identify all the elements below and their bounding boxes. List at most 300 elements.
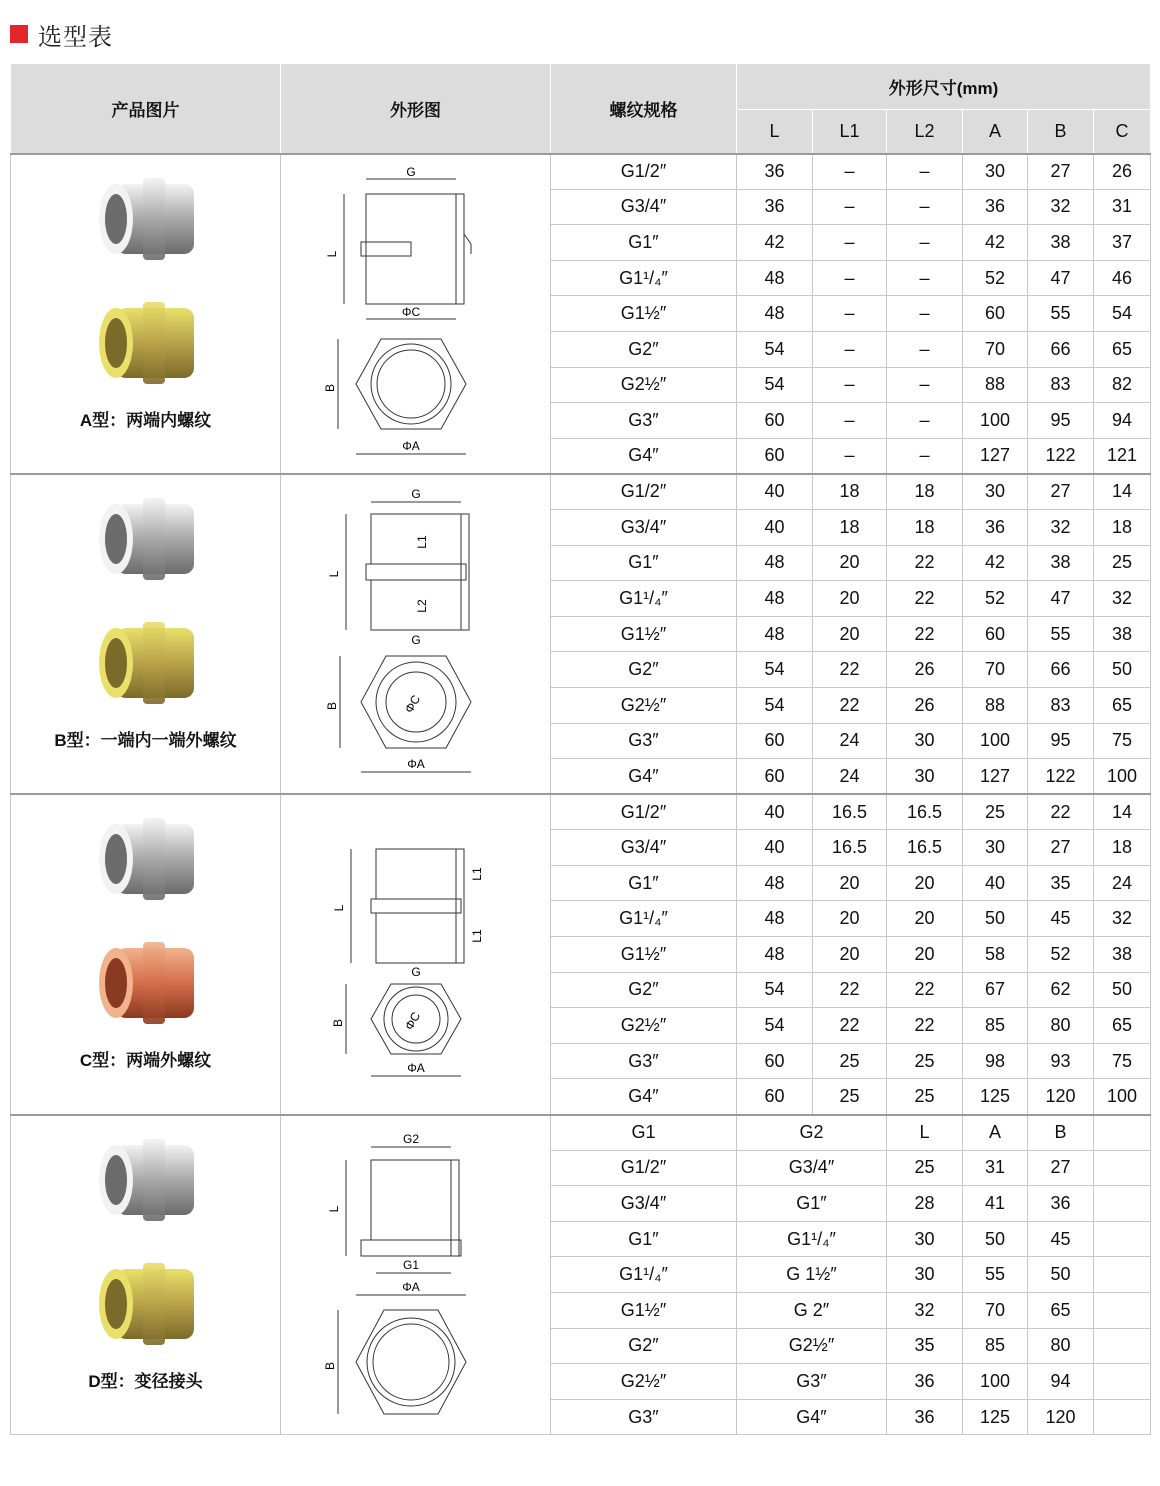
thread-spec-cell: G1″ [551,545,737,581]
dim-cell: 18 [813,509,887,545]
dim-cell: 100 [963,1364,1028,1400]
svg-text:G: G [410,965,421,980]
dim-cell: 36 [963,189,1028,225]
header-dim-l: L [737,110,813,154]
dim-cell: – [813,403,887,439]
dim-cell: 88 [963,367,1028,403]
dim-cell: – [813,225,887,261]
dim-cell: 100 [963,723,1028,759]
dim-cell: 85 [963,1008,1028,1044]
dim-cell: 22 [887,1008,963,1044]
dim-cell: – [813,331,887,367]
dim-cell: 42 [737,225,813,261]
dim-cell: 100 [963,403,1028,439]
dim-cell: 30 [887,1221,963,1257]
dim-cell: 54 [1094,296,1151,332]
thread-spec-cell: G1/2″ [551,794,737,830]
svg-text:B: B [322,383,337,392]
dim-cell: 36 [737,189,813,225]
outline-diagram-b [316,484,516,784]
product-photo-silver-icon [71,484,221,594]
dim-cell: 45 [1028,901,1094,937]
svg-text:B: B [322,1361,337,1370]
dim-cell: 27 [1028,474,1094,510]
page-title: 选型表 [38,23,113,51]
thread-spec-cell: G1/2″ [551,154,737,190]
dim-cell: 35 [887,1328,963,1364]
dim-cell: 16.5 [813,794,887,830]
outline-cell-c [281,794,551,1114]
dim-cell: 60 [963,296,1028,332]
product-photo-gold-icon [71,608,221,718]
dim-cell: – [887,154,963,190]
thread-spec-cell: G1½″ [551,296,737,332]
dim-cell: 65 [1094,687,1151,723]
dim-cell: 38 [1028,225,1094,261]
dim-cell: 32 [1094,901,1151,937]
dim-cell: 54 [737,972,813,1008]
sub-header-cell: L [887,1115,963,1151]
dim-cell: 50 [1094,972,1151,1008]
type-caption: A型：两端内螺纹 [79,410,212,430]
dim-cell: – [813,260,887,296]
dim-cell: 35 [1028,865,1094,901]
dim-cell: 36 [887,1364,963,1400]
dim-cell: 20 [813,937,887,973]
dim-cell: 48 [737,296,813,332]
dim-cell: 52 [963,581,1028,617]
dim-cell: – [813,367,887,403]
dim-cell: 52 [1028,937,1094,973]
dim-cell: 27 [1028,1150,1094,1186]
thread-spec-cell: G1/2″ [551,1150,737,1186]
empty-cell [1094,1186,1151,1222]
dim-cell: 40 [963,865,1028,901]
table-row [11,154,1151,190]
dim-cell: 125 [963,1399,1028,1435]
dim-cell: 40 [737,474,813,510]
dim-cell: 54 [737,331,813,367]
dim-cell: – [813,154,887,190]
dim-cell: – [813,296,887,332]
dim-cell: 48 [737,937,813,973]
dim-cell: 48 [737,865,813,901]
dim-cell: 50 [963,901,1028,937]
svg-text:L: L [324,250,339,258]
sub-header-cell: G2 [737,1115,887,1151]
dim-cell: 24 [813,723,887,759]
thread-spec-cell: G4″ [551,438,737,474]
sub-header-cell: G1 [551,1115,737,1151]
product-photo-copper-icon [71,928,221,1038]
dim-cell: 16.5 [887,794,963,830]
dim-cell: 45 [1028,1221,1094,1257]
dim-cell: 26 [887,687,963,723]
dim-cell: 38 [1094,616,1151,652]
dim-cell: 36 [887,1399,963,1435]
svg-text:G: G [410,633,421,648]
dim-cell: 25 [963,794,1028,830]
dim-cell: 16.5 [887,830,963,866]
dim-cell: 94 [1094,403,1151,439]
thread-spec-cell: G1¹/₄″ [551,260,737,296]
section-title [10,16,113,52]
outline-cell-a [281,154,551,474]
svg-text:ΦA: ΦA [406,757,425,772]
dim-cell: G3″ [737,1364,887,1400]
product-image-cell-d [11,1115,281,1435]
dim-cell: 100 [1094,759,1151,795]
thread-spec-cell: G2½″ [551,1008,737,1044]
dim-cell: 66 [1028,331,1094,367]
dim-cell: 65 [1028,1293,1094,1329]
svg-text:L2: L2 [414,599,429,613]
dim-cell: 54 [737,687,813,723]
header-dim-l1: L1 [813,110,887,154]
dim-cell: 25 [887,1043,963,1079]
dim-cell: 28 [887,1186,963,1222]
dim-cell: 25 [813,1043,887,1079]
thread-spec-cell: G2½″ [551,1364,737,1400]
table-row [11,1115,1151,1151]
svg-text:L: L [326,1205,341,1213]
product-image-cell-a [11,154,281,474]
dim-cell: 70 [963,1293,1028,1329]
thread-spec-cell: G1¹/₄″ [551,1257,737,1293]
dim-cell: 20 [813,581,887,617]
dim-cell: 88 [963,687,1028,723]
sub-header-cell: B [1028,1115,1094,1151]
sub-header-cell: A [963,1115,1028,1151]
dim-cell: 98 [963,1043,1028,1079]
svg-text:G: G [410,487,421,502]
empty-cell [1094,1364,1151,1400]
product-image-cell-c [11,794,281,1114]
dim-cell: 40 [737,509,813,545]
dim-cell: 27 [1028,154,1094,190]
thread-spec-cell: G2″ [551,972,737,1008]
svg-text:ΦA: ΦA [401,1279,420,1294]
outline-diagram-d [316,1125,516,1425]
dim-cell: 60 [737,1079,813,1115]
dim-cell: 30 [887,759,963,795]
dim-cell: 62 [1028,972,1094,1008]
dim-cell: 30 [963,474,1028,510]
dim-cell: 24 [813,759,887,795]
dim-cell: 60 [737,1043,813,1079]
dim-cell: 32 [887,1293,963,1329]
outline-diagram-c [316,804,516,1104]
dim-cell: 52 [963,260,1028,296]
dim-cell: 48 [737,581,813,617]
dim-cell: – [887,367,963,403]
type-caption: B型：一端内一端外螺纹 [54,730,237,750]
empty-cell [1094,1150,1151,1186]
dim-cell: 120 [1028,1079,1094,1115]
dim-cell: 32 [1094,581,1151,617]
header-dim-b: B [1028,110,1094,154]
svg-text:ΦA: ΦA [406,1061,425,1076]
dim-cell: – [887,225,963,261]
dim-cell: 38 [1028,545,1094,581]
dim-cell: – [887,438,963,474]
dim-cell: 70 [963,652,1028,688]
dim-cell: 36 [1028,1186,1094,1222]
dim-cell: 30 [887,723,963,759]
svg-text:ΦC: ΦC [401,1009,423,1033]
dim-cell: G4″ [737,1399,887,1435]
dim-cell: 22 [887,581,963,617]
dim-cell: 18 [1094,830,1151,866]
svg-text:B: B [330,1019,345,1028]
dim-cell: 18 [887,474,963,510]
dim-cell: 25 [813,1079,887,1115]
dim-cell: 30 [887,1257,963,1293]
dim-cell: 18 [813,474,887,510]
svg-text:ΦC: ΦC [401,692,423,716]
dim-cell: 31 [963,1150,1028,1186]
product-photo-silver-icon [71,164,221,274]
dim-cell: 22 [1028,794,1094,830]
svg-text:G1: G1 [402,1257,419,1272]
type-caption: D型：变径接头 [88,1371,203,1391]
dim-cell: 42 [963,225,1028,261]
dim-cell: 75 [1094,723,1151,759]
thread-spec-cell: G3/4″ [551,509,737,545]
dim-cell: 25 [1094,545,1151,581]
product-image-cell-b [11,474,281,794]
thread-spec-cell: G3/4″ [551,1186,737,1222]
empty-cell [1094,1257,1151,1293]
product-photo-gold-icon [71,1249,221,1359]
dim-cell: 60 [963,616,1028,652]
dim-cell: 60 [737,723,813,759]
dim-cell: 48 [737,260,813,296]
dim-cell: 60 [737,759,813,795]
empty-cell [1094,1399,1151,1435]
header-dim-a: A [963,110,1028,154]
sub-header-cell [1094,1115,1151,1151]
dim-cell: 40 [737,794,813,830]
dim-cell: 54 [737,367,813,403]
dim-cell: 65 [1094,1008,1151,1044]
dim-cell: 42 [963,545,1028,581]
type-caption: C型：两端外螺纹 [79,1051,212,1071]
dim-cell: 66 [1028,652,1094,688]
dim-cell: 48 [737,901,813,937]
dim-cell: 22 [887,616,963,652]
header-outline: 外形图 [281,64,551,154]
thread-spec-cell: G3″ [551,723,737,759]
dim-cell: 127 [963,438,1028,474]
svg-text:L: L [331,905,346,912]
dim-cell: 14 [1094,794,1151,830]
dim-cell: 47 [1028,260,1094,296]
dim-cell: 22 [887,972,963,1008]
thread-spec-cell: G1/2″ [551,474,737,510]
dim-cell: 20 [887,937,963,973]
dim-cell: 18 [1094,509,1151,545]
outline-cell-d [281,1115,551,1435]
svg-text:G2: G2 [402,1131,419,1146]
dim-cell: 95 [1028,403,1094,439]
dim-cell: – [887,189,963,225]
dim-cell: 50 [963,1221,1028,1257]
thread-spec-cell: G3″ [551,403,737,439]
dim-cell: 58 [963,937,1028,973]
dim-cell: – [887,331,963,367]
dim-cell: – [813,189,887,225]
thread-spec-cell: G3/4″ [551,189,737,225]
dim-cell: 22 [813,687,887,723]
dim-cell: – [887,260,963,296]
thread-spec-cell: G1¹/₄″ [551,581,737,617]
dim-cell: 94 [1028,1364,1094,1400]
dim-cell: 121 [1094,438,1151,474]
dim-cell: G2½″ [737,1328,887,1364]
product-photo-silver-icon [71,804,221,914]
dim-cell: 25 [887,1079,963,1115]
dim-cell: 70 [963,331,1028,367]
dim-cell: 20 [813,901,887,937]
dim-cell: 82 [1094,367,1151,403]
table-row [11,794,1151,830]
thread-spec-cell: G3″ [551,1399,737,1435]
dim-cell: – [887,403,963,439]
table-row [11,474,1151,510]
dim-cell: 50 [1028,1257,1094,1293]
outline-cell-b [281,474,551,794]
svg-text:ΦC: ΦC [401,304,420,319]
dim-cell: 22 [813,972,887,1008]
dim-cell: – [813,438,887,474]
dim-cell: 60 [737,403,813,439]
thread-spec-cell: G1″ [551,865,737,901]
red-square-icon [10,25,28,43]
header-product-image: 产品图片 [11,64,281,154]
dim-cell: 80 [1028,1008,1094,1044]
dim-cell: 41 [963,1186,1028,1222]
thread-spec-cell: G1¹/₄″ [551,901,737,937]
thread-spec-cell: G2½″ [551,687,737,723]
dim-cell: 32 [1028,189,1094,225]
dim-cell: 22 [887,545,963,581]
thread-spec-cell: G4″ [551,1079,737,1115]
dim-cell: 55 [1028,296,1094,332]
dim-cell: 20 [813,545,887,581]
thread-spec-cell: G3″ [551,1043,737,1079]
dim-cell: 26 [1094,154,1151,190]
dim-cell: 22 [813,652,887,688]
dim-cell: G1¹/₄″ [737,1221,887,1257]
thread-spec-cell: G2″ [551,331,737,367]
thread-spec-cell: G2″ [551,1328,737,1364]
dim-cell: 65 [1094,331,1151,367]
dim-cell: 122 [1028,438,1094,474]
dim-cell: 47 [1028,581,1094,617]
thread-spec-cell: G1″ [551,225,737,261]
thread-spec-cell: G1″ [551,1221,737,1257]
thread-spec-cell: G2″ [551,652,737,688]
dim-cell: 55 [963,1257,1028,1293]
dim-cell: 122 [1028,759,1094,795]
dim-cell: 40 [737,830,813,866]
dim-cell: 20 [813,865,887,901]
thread-spec-cell: G3/4″ [551,830,737,866]
dim-cell: G 1½″ [737,1257,887,1293]
selection-table [10,63,1151,1435]
thread-spec-cell: G4″ [551,759,737,795]
svg-text:L1: L1 [469,867,484,882]
dim-cell: 75 [1094,1043,1151,1079]
dim-cell: 95 [1028,723,1094,759]
dim-cell: 30 [963,154,1028,190]
dim-cell: 67 [963,972,1028,1008]
dim-cell: – [887,296,963,332]
dim-cell: 27 [1028,830,1094,866]
dim-cell: 120 [1028,1399,1094,1435]
dim-cell: 83 [1028,687,1094,723]
dim-cell: 20 [813,616,887,652]
dim-cell: G 2″ [737,1293,887,1329]
empty-cell [1094,1293,1151,1329]
dim-cell: 25 [887,1150,963,1186]
header-dim-c: C [1094,110,1151,154]
outline-diagram-a [316,164,516,464]
dim-cell: 46 [1094,260,1151,296]
header-dims-group: 外形尺寸(mm) [737,64,1151,110]
dim-cell: 48 [737,616,813,652]
dim-cell: 18 [887,509,963,545]
thread-spec-cell: G1½″ [551,937,737,973]
dim-cell: 38 [1094,937,1151,973]
dim-cell: 127 [963,759,1028,795]
dim-cell: 20 [887,901,963,937]
dim-cell: 93 [1028,1043,1094,1079]
dim-cell: 100 [1094,1079,1151,1115]
dim-cell: 36 [963,509,1028,545]
dim-cell: 125 [963,1079,1028,1115]
dim-cell: 14 [1094,474,1151,510]
svg-text:L1: L1 [469,929,484,944]
dim-cell: 85 [963,1328,1028,1364]
svg-text:L1: L1 [414,535,429,549]
svg-text:B: B [324,702,339,711]
svg-text:G: G [405,164,416,179]
header-dim-l2: L2 [887,110,963,154]
dim-cell: 48 [737,545,813,581]
dim-cell: 60 [737,438,813,474]
svg-text:ΦA: ΦA [401,438,420,453]
dim-cell: 32 [1028,509,1094,545]
empty-cell [1094,1221,1151,1257]
dim-cell: 55 [1028,616,1094,652]
product-photo-silver-icon [71,1125,221,1235]
dim-cell: 24 [1094,865,1151,901]
dim-cell: 26 [887,652,963,688]
dim-cell: 83 [1028,367,1094,403]
dim-cell: G1″ [737,1186,887,1222]
dim-cell: 54 [737,1008,813,1044]
dim-cell: 20 [887,865,963,901]
dim-cell: 36 [737,154,813,190]
dim-cell: 50 [1094,652,1151,688]
empty-cell [1094,1328,1151,1364]
dim-cell: 54 [737,652,813,688]
svg-text:L: L [326,570,341,578]
thread-spec-cell: G2½″ [551,367,737,403]
dim-cell: G3/4″ [737,1150,887,1186]
